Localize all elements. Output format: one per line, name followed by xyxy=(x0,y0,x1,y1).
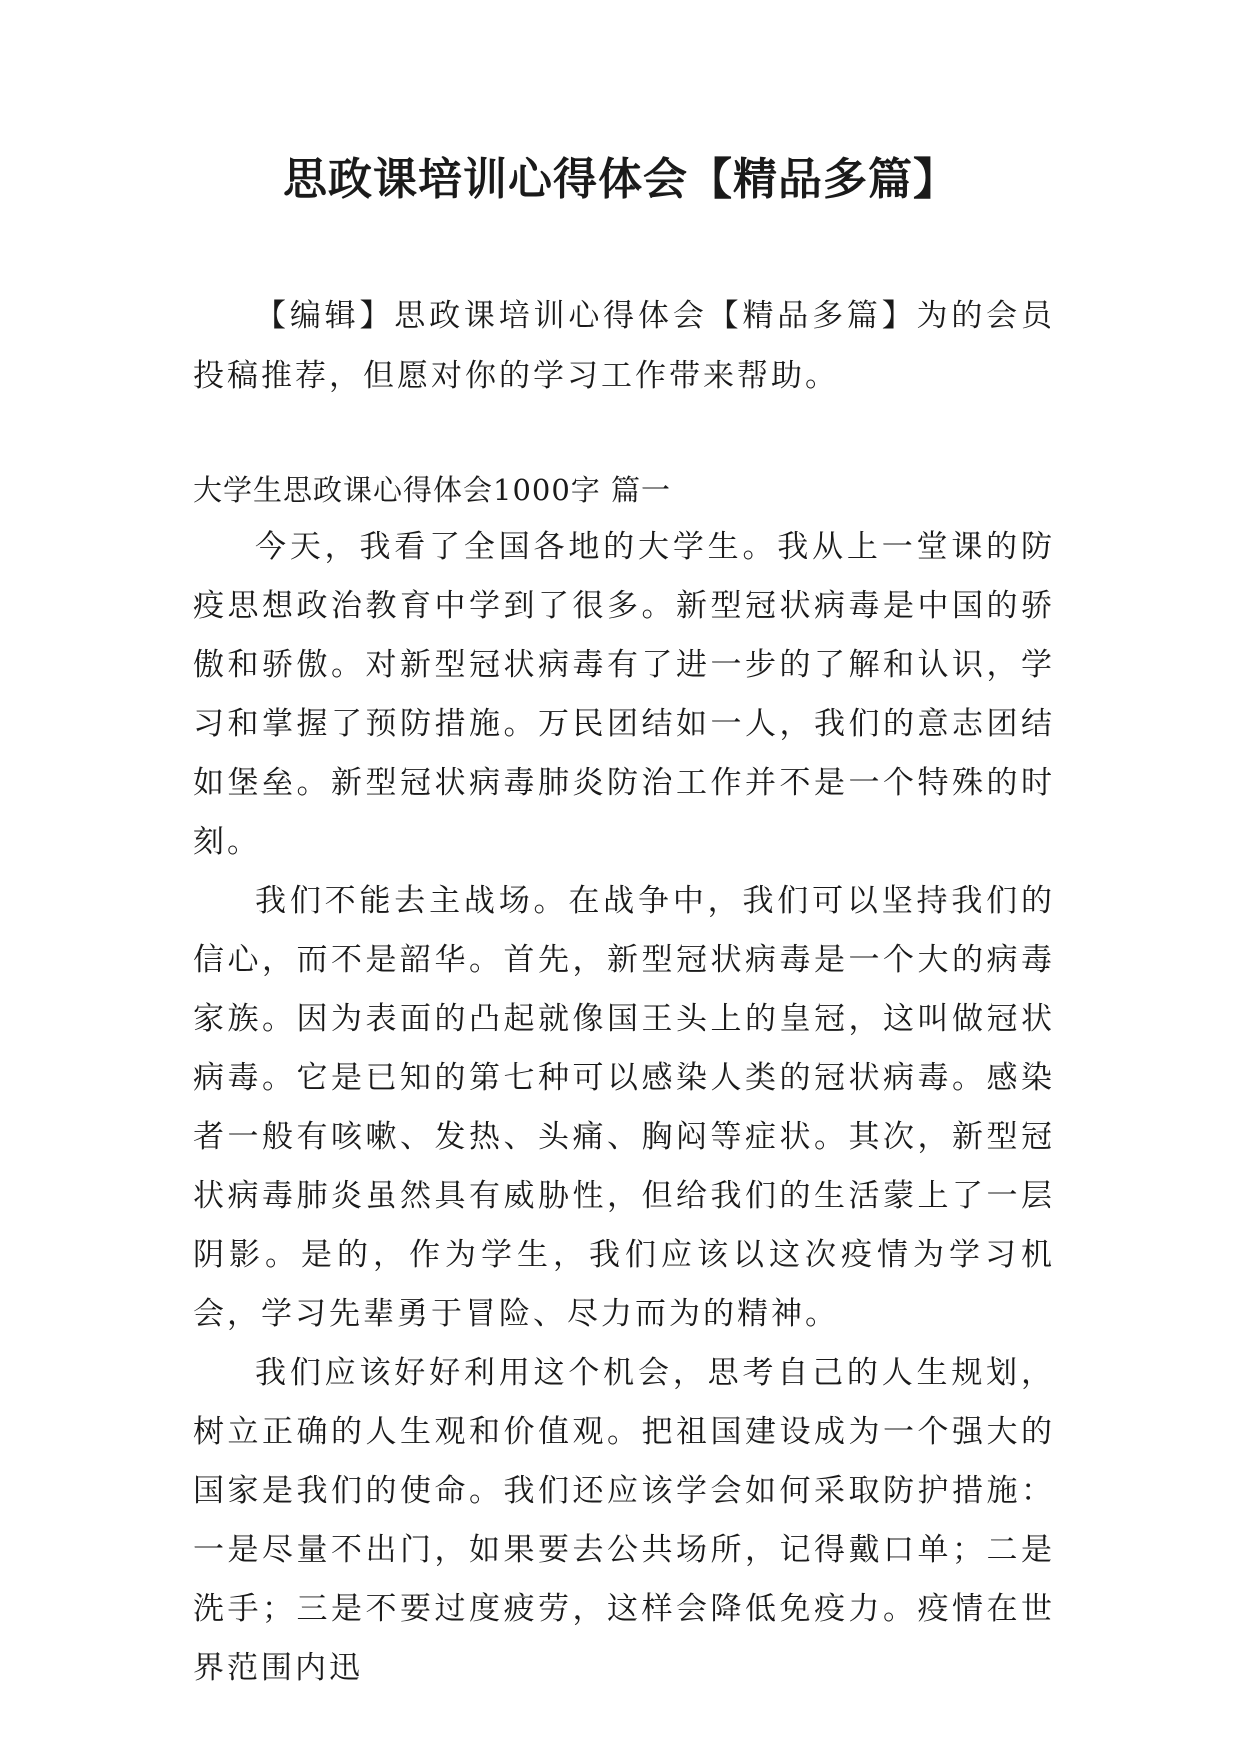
document-title: 思政课培训心得体会【精品多篇】 xyxy=(283,154,958,205)
section-heading: 大学生思政课心得体会1000字 篇一 xyxy=(193,473,672,507)
document-body xyxy=(193,286,1055,1698)
body-paragraph-2: 我们不能去主战场。在战争中，我们可以坚持我们的信心，而不是韶华。首先，新型冠状病毒是一个大的病毒家族。因为表面的凸起就像国王头上的皇冠，这叫做冠状病毒。它是已知的第七种可以感染人类的冠状病毒。感染者一般有咳嗽、发热、头痛、胸闷等症状。其次，新型冠状病毒肺炎虽然具有威胁性，但给我们的生活蒙上了一层阴影。是的，作为学生，我们应该以这次疫情为学习机会，学习先辈勇于冒险、尽力而为的精神。 xyxy=(193,883,1055,1332)
intro-paragraph: 【编辑】思政课培训心得体会【精品多篇】为的会员投稿推荐，但愿对你的学习工作带来帮助。 xyxy=(193,298,1055,394)
paragraph-spacer xyxy=(193,406,1055,462)
body-paragraph-1: 今天，我看了全国各地的大学生。我从上一堂课的防疫思想政治教育中学到了很多。新型冠状病毒是中国的骄傲和骄傲。对新型冠状病毒有了进一步的了解和认识，学习和掌握了预防措施。万民团结如一人，我们的意志团结如堡垒。新型冠状病毒肺炎防治工作并不是一个特殊的时刻。 xyxy=(193,529,1055,860)
body-paragraph-3: 我们应该好好利用这个机会，思考自己的人生规划，树立正确的人生观和价值观。把祖国建设成为一个强大的国家是我们的使命。我们还应该学会如何采取防护措施：一是尽量不出门，如果要去公共场所，记得戴口单；二是洗手；三是不要过度疲劳，这样会降低免疫力。疫情在世界范围内迅 xyxy=(193,1355,1055,1686)
